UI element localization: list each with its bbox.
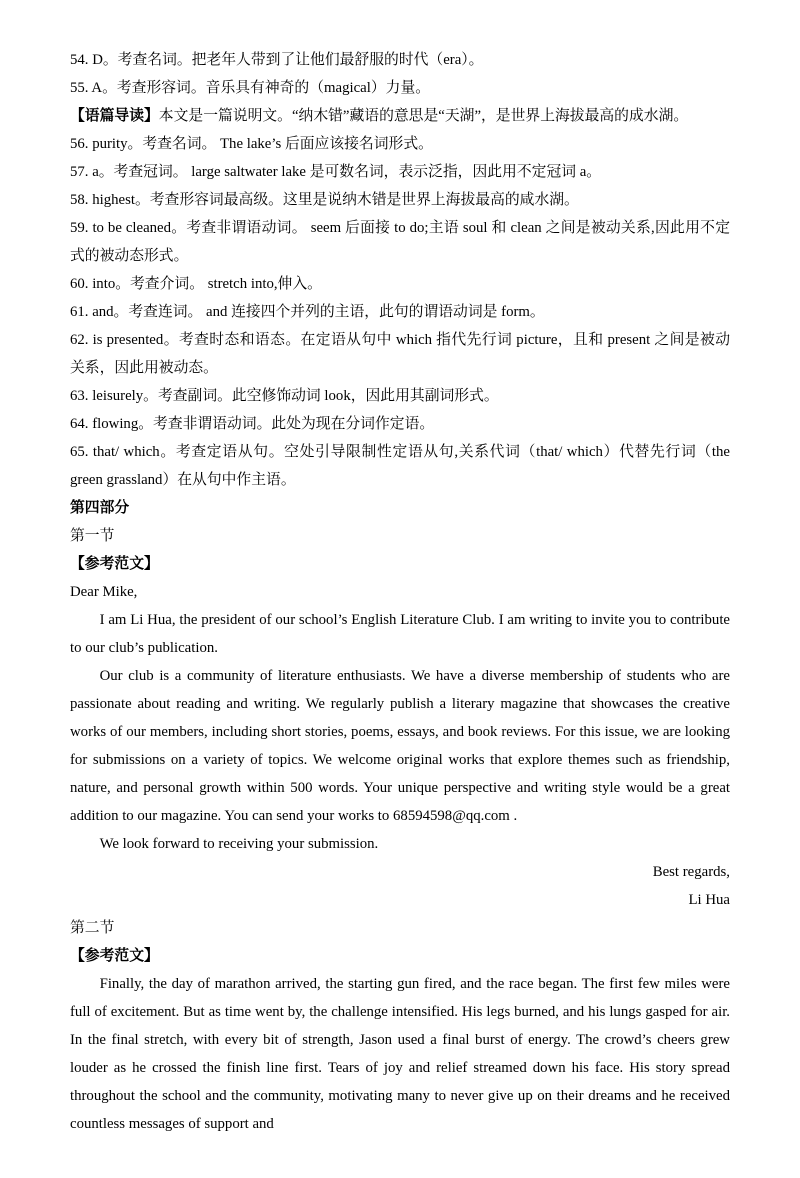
answer-item-58	[70, 186, 730, 214]
answer-item-61	[70, 298, 730, 326]
text-run: 58. highest。考查形容词最高级。这里是说纳木错是世界上海拔最高的咸水湖。	[70, 192, 579, 208]
text-run: 61. and。考查连词。 and 连接四个并列的主语，此句的谓语动词是 form。	[70, 304, 545, 320]
subsection-heading-2	[70, 914, 730, 942]
text-run: 【参考范文】	[70, 948, 159, 964]
passage-guide	[70, 102, 730, 130]
answer-item-60	[70, 270, 730, 298]
text-run: 本文是一篇说明文。“纳木错”藏语的意思是“天湖”，是世界上海拔最高的成水湖。	[158, 108, 689, 124]
text-run: 64. flowing。考查非谓语动词。此处为现在分词作定语。	[70, 416, 435, 432]
text-run: 54. D。考查名词。把老年人带到了让他们最舒服的时代（era）。	[70, 52, 484, 68]
text-run: Dear Mike,	[70, 584, 138, 600]
answer-item-57	[70, 158, 730, 186]
letter-signature	[70, 886, 730, 914]
letter-paragraph-2	[70, 662, 730, 830]
answer-item-55	[70, 74, 730, 102]
text-run: 55. A。考查形容词。音乐具有神奇的（magical）力量。	[70, 80, 431, 96]
reference-essay-label-2	[70, 942, 730, 970]
letter-paragraph-3	[70, 830, 730, 858]
text-run: 59. to be cleaned。考查非谓语动词。 seem 后面接 to do;主语 soul 和 clean 之间是被动关系,因此用不定式的被动态形式。	[70, 220, 730, 264]
text-run: We look forward to receiving your submission.	[99, 836, 379, 852]
answer-item-56	[70, 130, 730, 158]
answer-item-62	[70, 326, 730, 382]
text-run: 【参考范文】	[70, 556, 159, 572]
text-run: 第一节	[70, 528, 115, 544]
text-run: 56. purity。考查名词。 The lake’s 后面应该接名词形式。	[70, 136, 433, 152]
essay-paragraph-1	[70, 970, 730, 1138]
letter-salutation	[70, 578, 730, 606]
text-run: 第二节	[70, 920, 115, 936]
text-run: 57. a。考查冠词。 large saltwater lake 是可数名词，表示泛指，因此用不定冠词 a。	[70, 164, 602, 180]
text-run: Best regards,	[652, 864, 730, 880]
text-run: 63. leisurely。考查副词。此空修饰动词 look，因此用其副词形式。	[70, 388, 499, 404]
subsection-heading-1	[70, 522, 730, 550]
answer-item-63	[70, 382, 730, 410]
answer-item-54	[70, 46, 730, 74]
letter-paragraph-1	[70, 606, 730, 662]
bold-run: 【语篇导读】	[70, 108, 159, 124]
answer-item-59	[70, 214, 730, 270]
text-run: 60. into。考查介词。 stretch into,伸入。	[70, 276, 322, 292]
text-run: 第四部分	[70, 500, 130, 516]
text-run: Finally, the day of marathon arrived, the starting gun fired, and the race began. The first few miles were full of excitement. But as time went by, the challenge intensified. His legs burned, and his lungs gasped for air. In the final stretch, with every bit of strength, Jason used a final burst of energy. The crowd’s cheers grew louder as he crossed the finish line first. Tears of joy and relief streamed down his face. His story spread throughout the school and the community, motivating many to never give up on their dreams and he received countless messages of support and	[70, 976, 730, 1132]
answer-item-64	[70, 410, 730, 438]
text-run: Our club is a community of literature enthusiasts. We have a diverse membership of students who are passionate about reading and writing. We regularly publish a literary magazine that showcases the creative works of our members, including short stories, poems, essays, and book reviews. For this issue, we are looking for submissions on a variety of topics. We welcome original works that explore themes such as friendship, nature, and personal growth within 500 words. Your unique perspective and writing style would be a great addition to our magazine. You can send your works to 68594598@qq.com .	[70, 668, 730, 824]
text-run: 65. that/ which。考查定语从句。空处引导限制性定语从句,关系代词（that/ which）代替先行词（the green grassland）在从句中作主语。	[70, 444, 730, 488]
text-run: 62. is presented。考查时态和语态。在定语从句中 which 指代先行词 picture，且和 present 之间是被动关系，因此用被动态。	[70, 332, 730, 376]
text-run: Li Hua	[688, 892, 730, 908]
answer-item-65	[70, 438, 730, 494]
reference-essay-label-1	[70, 550, 730, 578]
section-heading-part4	[70, 494, 730, 522]
text-run: I am Li Hua, the president of our school’s English Literature Club. I am writing to invite you to contribute to our club’s publication.	[70, 612, 730, 656]
letter-closing	[70, 858, 730, 886]
